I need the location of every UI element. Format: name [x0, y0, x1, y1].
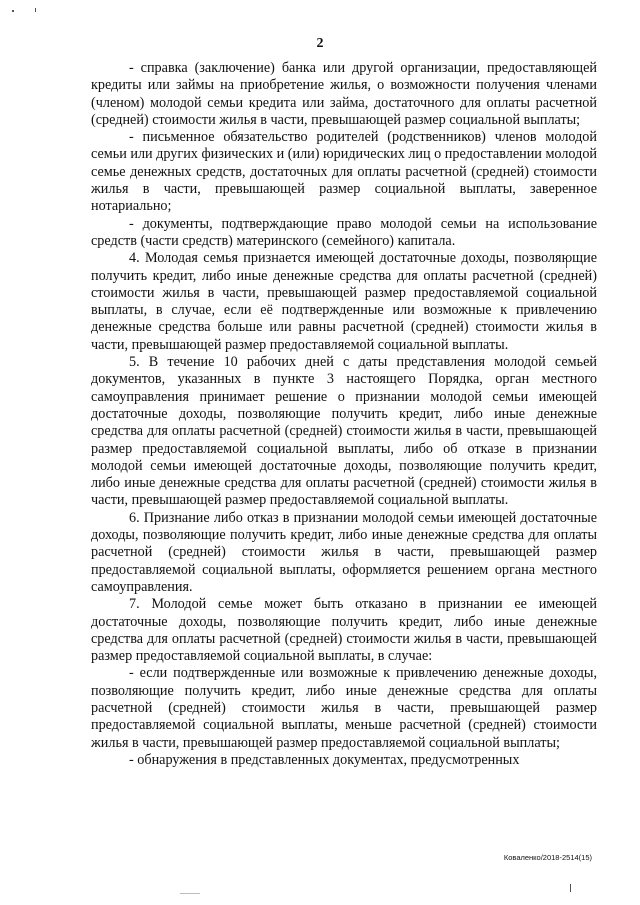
paragraph-clause-4: 4. Молодая семья признается имеющей достаточные доходы, позволяющие получить кредит, либо иные денежные средства для оплаты расчетной (средней) стоимости жилья в части, превышающей размер предоставляемой социальной выплаты, в случае, если её подтвержденные или возможные к привлечению денежные средства больше или равны расчетной (средней) стоимости жилья в части, превышающей размер предоставляемой социальной выплаты. [91, 250, 597, 353]
paragraph-refusal-documents: - обнаружения в представленных документах, предусмотренных [129, 751, 520, 768]
paragraph-refusal-income: - если подтвержденные или возможные к привлечению денежные доходы, позволяющие получить кредит, либо иные денежные средства для оплаты расчетной (средней) стоимости жилья в части, превышающей размер предоставляемой социальной выплаты, меньше расчетной (средней) стоимости жилья в части, превышающей размер предоставляемой социальной выплаты; [91, 665, 597, 751]
document-registration-code: Коваленко/2018-2514(15) [503, 853, 592, 862]
scan-artifact [35, 8, 36, 12]
paragraph-clause-5: 5. В течение 10 рабочих дней с даты представления молодой семьей документов, указанных в пункте 3 настоящего Порядка, орган местного самоуправления принимает решение о признании молодой семьи имеющей достаточные доходы, позволяющие получить кредит, либо иные денежные средства для оплаты расчетной (средней) стоимости жилья в части, превышающей размер предоставляемой социальной выплаты, либо об отказе в признании молодой семьи имеющей достаточные доходы, позволяющие получить кредит, либо иные денежные средства для оплаты расчетной (средней) стоимости жилья в части, превышающей размер предоставляемой социальной выплаты. [91, 354, 597, 509]
page-number: 2 [316, 36, 324, 51]
paragraph-clause-6: 6. Признание либо отказ в признании молодой семьи имеющей достаточные доходы, позволяющие получить кредит, либо иные денежные средства для оплаты расчетной (средней) стоимости жилья в части, превышающей размер предоставляемой социальной выплаты, оформляется решением органа местного самоуправления. [91, 509, 597, 595]
scan-artifact [180, 893, 200, 894]
paragraph-written-obligation: - письменное обязательство родителей (родственников) членов молодой семьи или других физических и (или) юридических лиц о предоставлении молодой семье денежных средств, достаточных для оплаты расчетной (средней) стоимости жилья в части, превышающей размер социальной выплаты, заверенное нотариально; [91, 129, 597, 215]
paragraph-maternity-capital: - документы, подтверждающие право молодой семьи на использование средств (части средств) материнского (семейного) капитала. [91, 215, 597, 249]
document-body [91, 60, 597, 769]
scan-artifact [12, 10, 14, 12]
paragraph-clause-7: 7. Молодой семье может быть отказано в признании ее имеющей достаточные доходы, позволяющие получить кредит, либо иные денежные средства для оплаты расчетной (средней) стоимости жилья в части, превышающей размер предоставляемой социальной выплаты, в случае: [91, 596, 597, 665]
scan-artifact [570, 884, 571, 892]
paragraph-bank-certificate: - справка (заключение) банка или другой организации, предоставляющей кредиты или займы на приобретение жилья, о возможности получения членами (членом) молодой семьи кредита или займа, достаточного для оплаты расчетной (средней) стоимости жилья в части, превышающей размер социальной выплаты; [91, 60, 597, 128]
